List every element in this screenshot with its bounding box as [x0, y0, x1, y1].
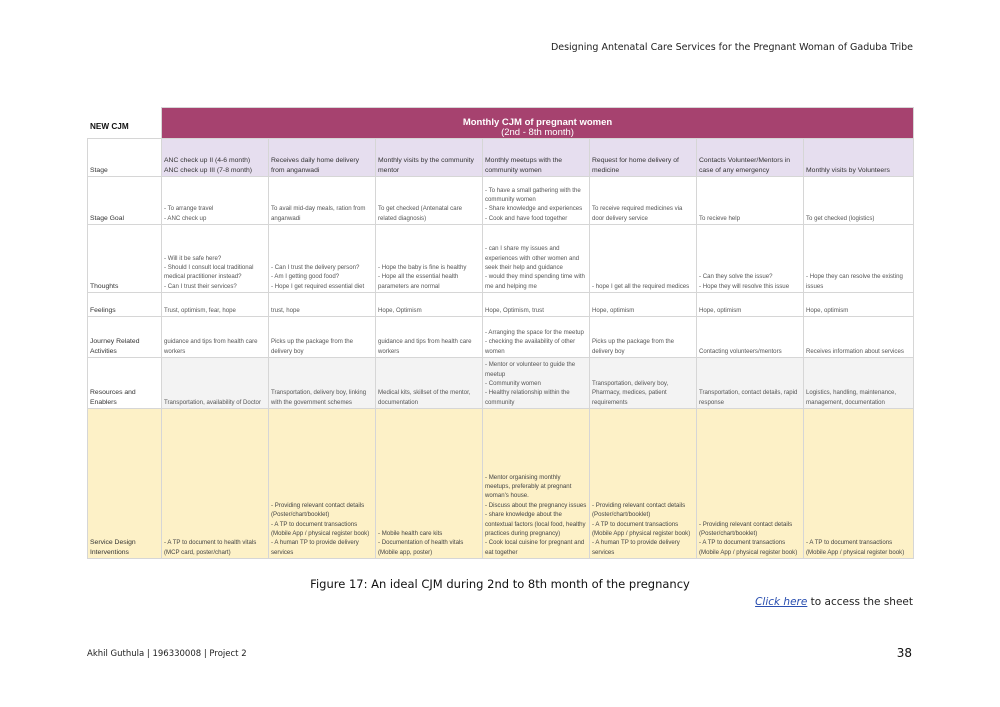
row-label: Resources and Enablers	[88, 358, 162, 409]
row-stage-goal	[88, 177, 914, 225]
table-cell: Hope, Optimism	[376, 293, 483, 317]
table-cell: Request for home delivery of medicine	[590, 139, 697, 177]
table-cell: - Can they solve the issue? - Hope they will resolve this issue	[697, 225, 804, 293]
table-cell: - Providing relevant contact details (Poster/chart/booklet) - A TP to document transactions (Mobile App / physical register book) - A human TP to provide delivery services	[269, 409, 376, 559]
table-cell: Hope, optimism	[590, 293, 697, 317]
row-stage	[88, 139, 914, 177]
table-cell: - Hope the baby is fine is healthy - Hope all the essential health parameters are normal	[376, 225, 483, 293]
table-cell: guidance and tips from health care workers	[162, 317, 269, 358]
table-cell: - Arranging the space for the meetup - checking the availability of other women	[483, 317, 590, 358]
table-cell: - hope I get all the required medices	[590, 225, 697, 293]
table-cell: Transportation, delivery boy, linking with the government schemes	[269, 358, 376, 409]
document-header-title: Designing Antenatal Care Services for the Pregnant Woman of Gaduba Tribe	[550, 42, 913, 53]
sheet-access-line	[755, 596, 913, 608]
banner-subtitle: (2nd - 8th month)	[501, 126, 574, 138]
table-cell: Picks up the package from the delivery boy	[590, 317, 697, 358]
row-feelings	[88, 293, 914, 317]
table-cell: Contacting volunteers/mentors	[697, 317, 804, 358]
row-service-design-interventions	[88, 409, 914, 559]
banner-title: Monthly CJM of pregnant women	[462, 117, 613, 129]
table-cell: - To arrange travel - ANC check up	[162, 177, 269, 225]
click-here-link[interactable]: Click here	[755, 596, 808, 608]
table-cell: Contacts Volunteer/Mentors in case of any emergency	[697, 139, 804, 177]
table-cell: Receives daily home delivery from anganwadi	[269, 139, 376, 177]
table-cell: - Mentor or volunteer to guide the meetup - Community women - Healthy relationship within the community	[483, 358, 590, 409]
table-cell: - Mentor organising monthly meetups, preferably at pregnant woman's house. - Discuss about the pregnancy issues - share knowledge about the contextual factors (local food, healthy practices during pregnancy) - Cook local cuisine for pregnant and eat together	[483, 409, 590, 559]
table-cell: - Providing relevant contact details (Poster/chart/booklet) - A TP to document transactions (Mobile App / physical register book)	[697, 409, 804, 559]
table-cell: Hope, optimism	[804, 293, 914, 317]
table-cell: - Will it be safe here? - Should I consult local traditional medical practitioner instead? - Can I trust their services?	[162, 225, 269, 293]
cjm-table	[87, 107, 914, 559]
table-cell: - can I share my issues and experiences with other women and seek their help and guidance - would they mind spending time with me and helping me	[483, 225, 590, 293]
table-cell: - Mobile health care kits - Documentation of health vitals (Mobile app, poster)	[376, 409, 483, 559]
table-cell: trust, hope	[269, 293, 376, 317]
table-cell: Transportation, availability of Doctor	[162, 358, 269, 409]
table-cell: Logistics, handling, maintenance, management, documentation	[804, 358, 914, 409]
table-cell: Hope, optimism	[697, 293, 804, 317]
table-cell: To recieve help	[697, 177, 804, 225]
row-resources-enablers	[88, 358, 914, 409]
table-cell: Monthly meetups with the community women	[483, 139, 590, 177]
table-cell: To get checked (Antenatal care related diagnosis)	[376, 177, 483, 225]
table-cell: - Hope they can resolve the existing issues	[804, 225, 914, 293]
row-journey-activities	[88, 317, 914, 358]
table-cell: - Can I trust the delivery person? - Am I getting good food? - Hope I get required essential diet	[269, 225, 376, 293]
cjm-corner-label: NEW CJM	[88, 108, 162, 139]
table-cell: - Providing relevant contact details (Poster/chart/booklet) - A TP to document transactions (Mobile App / physical register book) - A human TP to provide delivery services	[590, 409, 697, 559]
table-cell: To receive required medicines via door delivery service	[590, 177, 697, 225]
row-thoughts	[88, 225, 914, 293]
table-cell: ANC check up II (4-6 month) ANC check up III (7-8 month)	[162, 139, 269, 177]
table-cell: Transportation, delivery boy, Pharmacy, medices, patient requirements	[590, 358, 697, 409]
page-number: 38	[896, 646, 912, 660]
row-label: Service Design Interventions	[88, 409, 162, 559]
table-cell: Picks up the package from the delivery boy	[269, 317, 376, 358]
row-label: Stage Goal	[88, 177, 162, 225]
table-cell: - A TP to document to health vitals (MCP card, poster/chart)	[162, 409, 269, 559]
table-cell: Hope, Optimism, trust	[483, 293, 590, 317]
table-cell: - A TP to document transactions (Mobile App / physical register book)	[804, 409, 914, 559]
cjm-banner	[162, 108, 914, 139]
row-label: Thoughts	[88, 225, 162, 293]
access-text: to access the sheet	[807, 596, 913, 608]
row-label: Journey Related Activities	[88, 317, 162, 358]
table-cell: Medical kits, skillset of the mentor, documentation	[376, 358, 483, 409]
row-label: Feelings	[88, 293, 162, 317]
table-cell: Transportation, contact details, rapid response	[697, 358, 804, 409]
table-cell: Monthly visits by the community mentor	[376, 139, 483, 177]
table-cell: Monthly visits by Volunteers	[804, 139, 914, 177]
table-cell: To avail mid-day meals, ration from anganwadi	[269, 177, 376, 225]
row-label: Stage	[88, 139, 162, 177]
table-cell: Receives information about services	[804, 317, 914, 358]
table-cell: guidance and tips from health care workers	[376, 317, 483, 358]
table-cell: Trust, optimism, fear, hope	[162, 293, 269, 317]
table-cell: - To have a small gathering with the community women - Share knowledge and experiences - Cook and have food together	[483, 177, 590, 225]
footer-author: Akhil Guthula | 196330008 | Project 2	[87, 649, 247, 659]
figure-caption: Figure 17: An ideal CJM during 2nd to 8th month of the pregnancy	[310, 577, 690, 591]
table-cell: To get checked (logistics)	[804, 177, 914, 225]
